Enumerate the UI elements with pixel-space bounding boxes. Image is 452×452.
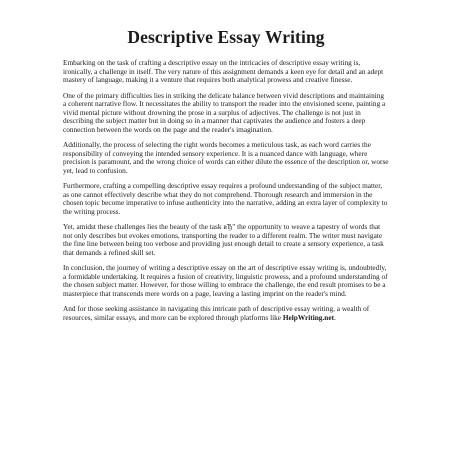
assistance-text: And for those seeking assistance in navigating this intricate path of descriptive essay writing, a wealth of resources, similar essays, and more can be explored through platforms like xyxy=(63,304,370,322)
paragraph-understanding: Furthermore, crafting a compelling descriptive essay requires a profound understanding of the subject matter, as one cannot effectively describe what they do not comprehend. Thorough research and immersion in the chosen topic become imperative to infuse authenticity into the narrative, adding an extra layer of complexity to the writing process. xyxy=(63,181,388,216)
helpwriting-link[interactable]: HelpWriting.net xyxy=(282,312,335,322)
document-title: Descriptive Essay Writing xyxy=(127,27,325,47)
paragraph-word-selection: Additionally, the process of selecting the right words becomes a meticulous task, as each word carries the responsibility of conveying the intended sensory experience. It is a nuanced dance with language, where precision is paramount, and the wrong choice of words can either dilute the essence of the description or, worse yet, lead to confusion. xyxy=(63,140,389,175)
paragraph-assistance xyxy=(63,305,389,322)
assistance-suffix: . xyxy=(334,312,336,322)
paragraph-conclusion: In conclusion, the journey of writing a descriptive essay on the art of descriptive essay writing is, undoubtedly, a formidable undertaking. It requires a fusion of creativity, linguistic prowess, and a profound understanding of the chosen subject matter. However, for those willing to embrace the challenge, the end result promises to be a masterpiece that transcends mere words on a page, leaving a lasting imprint on the reader's mind. xyxy=(63,263,388,298)
paragraph-intro: Embarking on the task of crafting a descriptive essay on the intricacies of descriptive essay writing is, ironically, a challenge in itself. The very nature of this assignment demands a keen eye for detail and an adept mastery of language, making it a venture that requires both analytical prowess and creative finesse. xyxy=(63,58,384,84)
paragraph-beauty: Yet, amidst these challenges lies the beauty of the task вЂ" the opportunity to weave a tapestry of words that not only describes but evokes emotions, transporting the reader to a different realm. The writer must navigate the fine line between being too verbose and providing just enough detail to create a sensory experience, a task that demands a refined skill set. xyxy=(63,222,384,257)
paragraph-difficulties: One of the primary difficulties lies in striking the delicate balance between vivid descriptions and maintaining a coherent narrative flow. It necessitates the ability to transport the reader into the envisioned scene, painting a vivid mental picture without drowning the prose in a surplus of adjectives. The challenge is not just in describing the subject matter but in doing so in a manner that captivates the audience and fosters a deep connection between the words on the page and the reader's imagination. xyxy=(63,90,386,134)
